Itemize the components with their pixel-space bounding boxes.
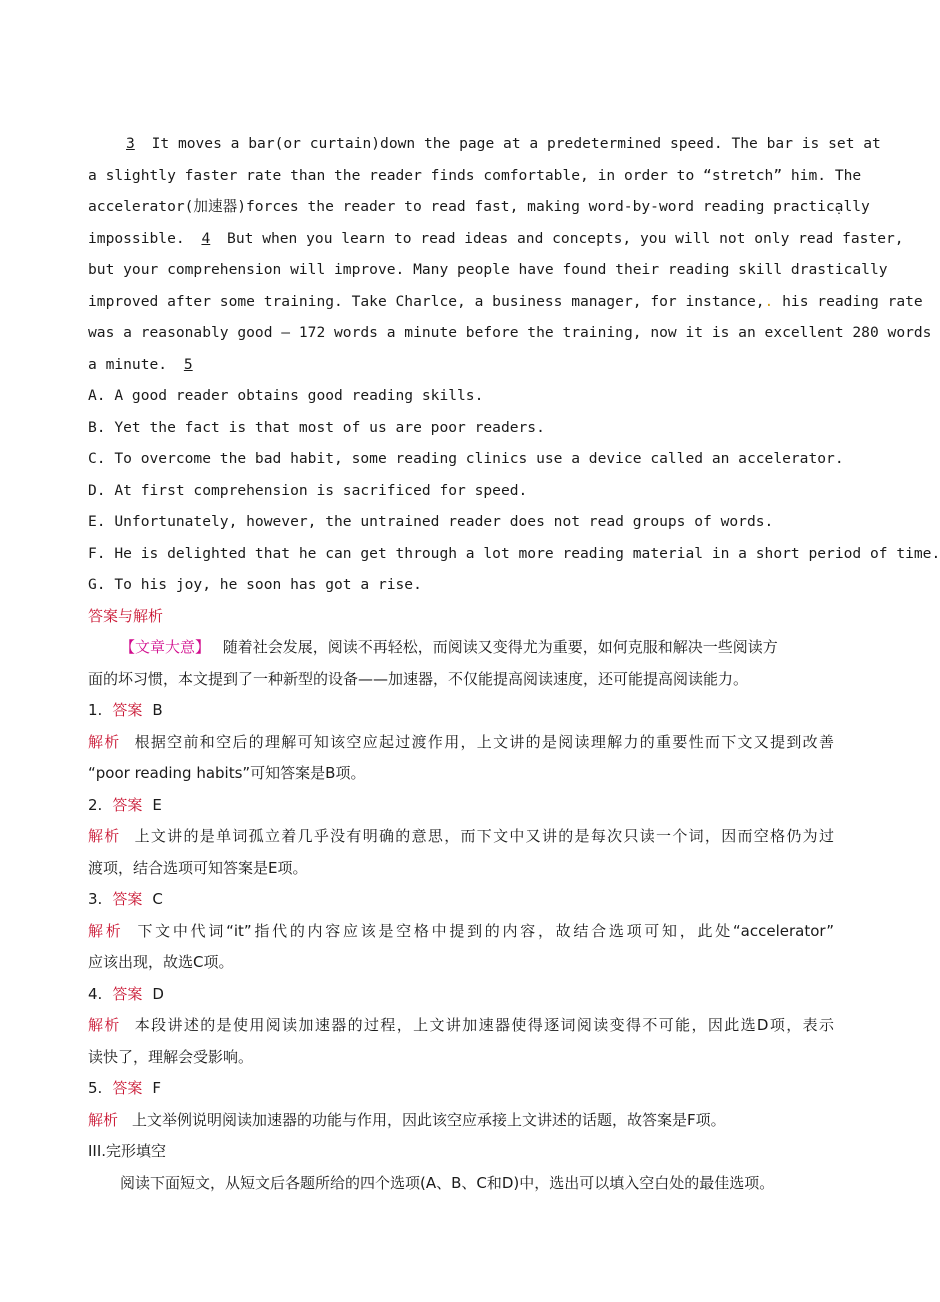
explain-4-line-2: 读快了，理解会受影响。 [88, 1047, 254, 1066]
answers-title: 答案与解析 [88, 606, 164, 625]
passage-line-1: 3 It moves a bar(or curtain)down the page at a predetermined speed. The bar is set at [88, 128, 834, 160]
explain-1-line-2: “poor reading habits”可知答案是B项。 [88, 764, 366, 782]
summary-line-1: 【文章大意】 随着社会发展，阅读不再轻松，而阅读又变得尤为重要，如何克服和解决一些阅读方 [120, 638, 778, 656]
explain-5-line-1: 解析 上文举例说明阅读加速器的功能与作用，因此该空应承接上文讲述的话题，故答案是F项。 [88, 1110, 726, 1129]
passage-line-4: impossible. 4 But when you learn to read ideas and concepts, you will not only read faster, [88, 223, 834, 255]
section-3-title: III.完形填空 [88, 1142, 167, 1160]
section-3-instruction: 阅读下面短文，从短文后各题所给的四个选项(A、B、C和D)中，选出可以填入空白处的最佳选项。 [120, 1173, 775, 1192]
content [88, 128, 940, 1199]
blank-5: 5 [183, 355, 193, 373]
option-e: E. Unfortunately, however, the untrained reader does not read groups of words. [88, 513, 774, 530]
blank-3: 3 [126, 135, 135, 152]
option-f: F. He is delighted that he can get through a lot more reading material in a short period of time. [88, 544, 940, 562]
option-b: B. Yet the fact is that most of us are poor readers. [88, 418, 545, 436]
explain-3-line-2: 应该出现，故选C项。 [88, 953, 234, 971]
passage-line-6: improved after some training. Take Charlce, a business manager, for instance,. his reading rate [88, 292, 923, 310]
explain-1-line-1: 解析 根据空前和空后的理解可知该空应起过渡作用，上文讲的是阅读理解力的重要性而下文又提到改善 [88, 732, 834, 751]
explain-4-line-1: 解析 本段讲述的是使用阅读加速器的过程，上文讲加速器使得逐词阅读变得不可能，因此选D项，表示 [88, 1016, 834, 1034]
passage-line-3: accelerator(加速器)forces the reader to read fast, making word-by-word reading practically [88, 198, 870, 215]
option-a: A. A good reader obtains good reading skills. [88, 387, 484, 404]
summary-line-2: 面的坏习惯，本文提到了一种新型的设备——加速器，不仅能提高阅读速度，还可能提高阅读能力。 [88, 669, 749, 688]
explain-3-line-1: 解析 下文中代词“it”指代的内容应该是空格中提到的内容，故结合选项可知，此处“accelerator” [88, 921, 834, 940]
passage-line-5: but your comprehension will improve. Many people have found their reading skill drastically [88, 261, 888, 278]
answer-row-3: 3. 答案 C [88, 890, 163, 908]
answer-row-2: 2. 答案 E [88, 795, 162, 814]
passage-line-7: was a reasonably good — 172 words a minute before the training, now it is an excellent 280 words [88, 324, 932, 341]
edit-mark-icon: . [764, 292, 774, 310]
answer-row-1: 1. 答案 B [88, 701, 163, 719]
explain-2-line-1: 解析 上文讲的是单词孤立着几乎没有明确的意思，而下文中又讲的是每次只读一个词，因而空格仍为过 [88, 827, 834, 845]
explain-2-line-2: 渡项，结合选项可知答案是E项。 [88, 858, 308, 877]
passage-line-8: a minute. 5 [88, 349, 834, 381]
option-g: G. To his joy, he soon has got a rise. [88, 576, 422, 593]
option-c: C. To overcome the bad habit, some reading clinics use a device called an accelerator. [88, 450, 844, 467]
summary-label: 【文章大意】 [120, 638, 211, 656]
answer-row-5: 5. 答案 F [88, 1079, 161, 1097]
answer-row-4: 4. 答案 D [88, 984, 164, 1003]
option-d: D. At first comprehension is sacrificed for speed. [88, 481, 528, 499]
passage-line-2: a slightly faster rate than the reader finds comfortable, in order to “stretch” him. The [88, 166, 862, 184]
blank-4: 4 [201, 229, 211, 247]
